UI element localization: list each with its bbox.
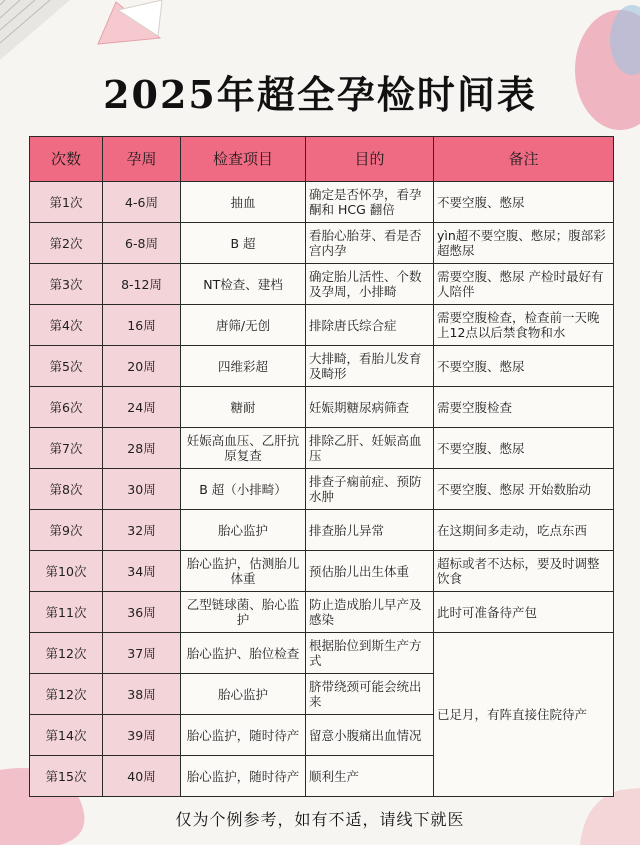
cell-item: 胎心监护，随时待产 xyxy=(181,715,306,756)
cell-purpose: 妊娠期糖尿病筛查 xyxy=(306,387,434,428)
cell-week: 32周 xyxy=(103,510,181,551)
cell-count: 第14次 xyxy=(30,715,103,756)
cell-note-merged: 已足月，有阵直接住院待产 xyxy=(434,633,614,797)
cell-count: 第11次 xyxy=(30,592,103,633)
cell-week: 38周 xyxy=(103,674,181,715)
table-row xyxy=(30,510,614,551)
cell-count: 第12次 xyxy=(30,674,103,715)
cell-note: 不要空腹、憋尿 xyxy=(434,346,614,387)
cell-purpose: 顺利生产 xyxy=(306,756,434,797)
cell-note: 在这期间多走动，吃点东西 xyxy=(434,510,614,551)
header-item: 检查项目 xyxy=(181,137,306,182)
cell-week: 36周 xyxy=(103,592,181,633)
cell-item: 胎心监护、胎位检查 xyxy=(181,633,306,674)
table-row xyxy=(30,223,614,264)
cell-purpose: 预估胎儿出生体重 xyxy=(306,551,434,592)
cell-count: 第1次 xyxy=(30,182,103,223)
cell-note: 不要空腹、憋尿 xyxy=(434,428,614,469)
cell-item: 抽血 xyxy=(181,182,306,223)
cell-week: 39周 xyxy=(103,715,181,756)
cell-week: 6-8周 xyxy=(103,223,181,264)
cell-week: 37周 xyxy=(103,633,181,674)
table-row xyxy=(30,346,614,387)
cell-week: 8-12周 xyxy=(103,264,181,305)
top-left-triangle xyxy=(0,0,70,60)
cell-week: 24周 xyxy=(103,387,181,428)
cell-item: 妊娠高血压、乙肝抗原复查 xyxy=(181,428,306,469)
cell-week: 28周 xyxy=(103,428,181,469)
cell-purpose: 看胎心胎芽、看是否宫内孕 xyxy=(306,223,434,264)
cell-count: 第6次 xyxy=(30,387,103,428)
table-row xyxy=(30,592,614,633)
header-note: 备注 xyxy=(434,137,614,182)
page-title: 2025年超全孕检时间表 xyxy=(103,72,537,117)
cell-week: 40周 xyxy=(103,756,181,797)
cell-purpose: 确定是否怀孕，看孕酮和 HCG 翻倍 xyxy=(306,182,434,223)
cell-purpose: 排查胎儿异常 xyxy=(306,510,434,551)
cell-count: 第5次 xyxy=(30,346,103,387)
table-header-row xyxy=(30,137,614,182)
cell-purpose: 确定胎儿活性、个数及孕周，小排畸 xyxy=(306,264,434,305)
cell-count: 第2次 xyxy=(30,223,103,264)
cell-item: B 超 xyxy=(181,223,306,264)
checkup-schedule-table xyxy=(29,136,614,797)
cell-week: 4-6周 xyxy=(103,182,181,223)
table-row xyxy=(30,182,614,223)
cell-count: 第4次 xyxy=(30,305,103,346)
cell-week: 16周 xyxy=(103,305,181,346)
cell-purpose: 排除乙肝、妊娠高血压 xyxy=(306,428,434,469)
cell-purpose: 防止造成胎儿早产及感染 xyxy=(306,592,434,633)
cell-item: NT检查、建档 xyxy=(181,264,306,305)
table-row xyxy=(30,387,614,428)
cell-item: 乙型链球菌、胎心监护 xyxy=(181,592,306,633)
table-row xyxy=(30,551,614,592)
header-week: 孕周 xyxy=(103,137,181,182)
cell-purpose: 脐带绕颈可能会统出来 xyxy=(306,674,434,715)
cell-note: 需要空腹检查，检查前一天晚上12点以后禁食物和水 xyxy=(434,305,614,346)
table-row xyxy=(30,305,614,346)
cell-note: 不要空腹、憋尿 开始数胎动 xyxy=(434,469,614,510)
cell-count: 第8次 xyxy=(30,469,103,510)
cell-note: 不要空腹、憋尿 xyxy=(434,182,614,223)
table-row xyxy=(30,264,614,305)
cell-purpose: 排查子痫前症、预防水肿 xyxy=(306,469,434,510)
cell-item: 糖耐 xyxy=(181,387,306,428)
cell-item: 胎心监护，估测胎儿体重 xyxy=(181,551,306,592)
cell-item: 唐筛/无创 xyxy=(181,305,306,346)
cell-count: 第9次 xyxy=(30,510,103,551)
cell-count: 第15次 xyxy=(30,756,103,797)
cell-item: 胎心监护 xyxy=(181,510,306,551)
cell-purpose: 大排畸，看胎儿发育及畸形 xyxy=(306,346,434,387)
cell-count: 第7次 xyxy=(30,428,103,469)
cell-week: 20周 xyxy=(103,346,181,387)
cell-note: 需要空腹、憋尿 产检时最好有人陪伴 xyxy=(434,264,614,305)
table-row xyxy=(30,633,614,674)
cell-purpose: 根据胎位到斯生产方式 xyxy=(306,633,434,674)
cell-note: 超标或者不达标，要及时调整饮食 xyxy=(434,551,614,592)
cell-note: yìn超不要空腹、憋尿；腹部彩超憋尿 xyxy=(434,223,614,264)
cell-item: 胎心监护，随时待产 xyxy=(181,756,306,797)
disclaimer-footer: 仅为个例参考，如有不适，请线下就医 xyxy=(175,810,465,829)
cell-count: 第10次 xyxy=(30,551,103,592)
cell-purpose: 留意小腹痛出血情况 xyxy=(306,715,434,756)
header-count: 次数 xyxy=(30,137,103,182)
cell-count: 第3次 xyxy=(30,264,103,305)
cell-note: 此时可准备待产包 xyxy=(434,592,614,633)
cell-item: 四维彩超 xyxy=(181,346,306,387)
table-row xyxy=(30,428,614,469)
cell-week: 34周 xyxy=(103,551,181,592)
table-row xyxy=(30,469,614,510)
cell-purpose: 排除唐氏综合症 xyxy=(306,305,434,346)
header-purpose: 目的 xyxy=(306,137,434,182)
cell-item: B 超（小排畸） xyxy=(181,469,306,510)
cell-count: 第12次 xyxy=(30,633,103,674)
cell-note: 需要空腹检查 xyxy=(434,387,614,428)
cell-week: 30周 xyxy=(103,469,181,510)
cell-item: 胎心监护 xyxy=(181,674,306,715)
